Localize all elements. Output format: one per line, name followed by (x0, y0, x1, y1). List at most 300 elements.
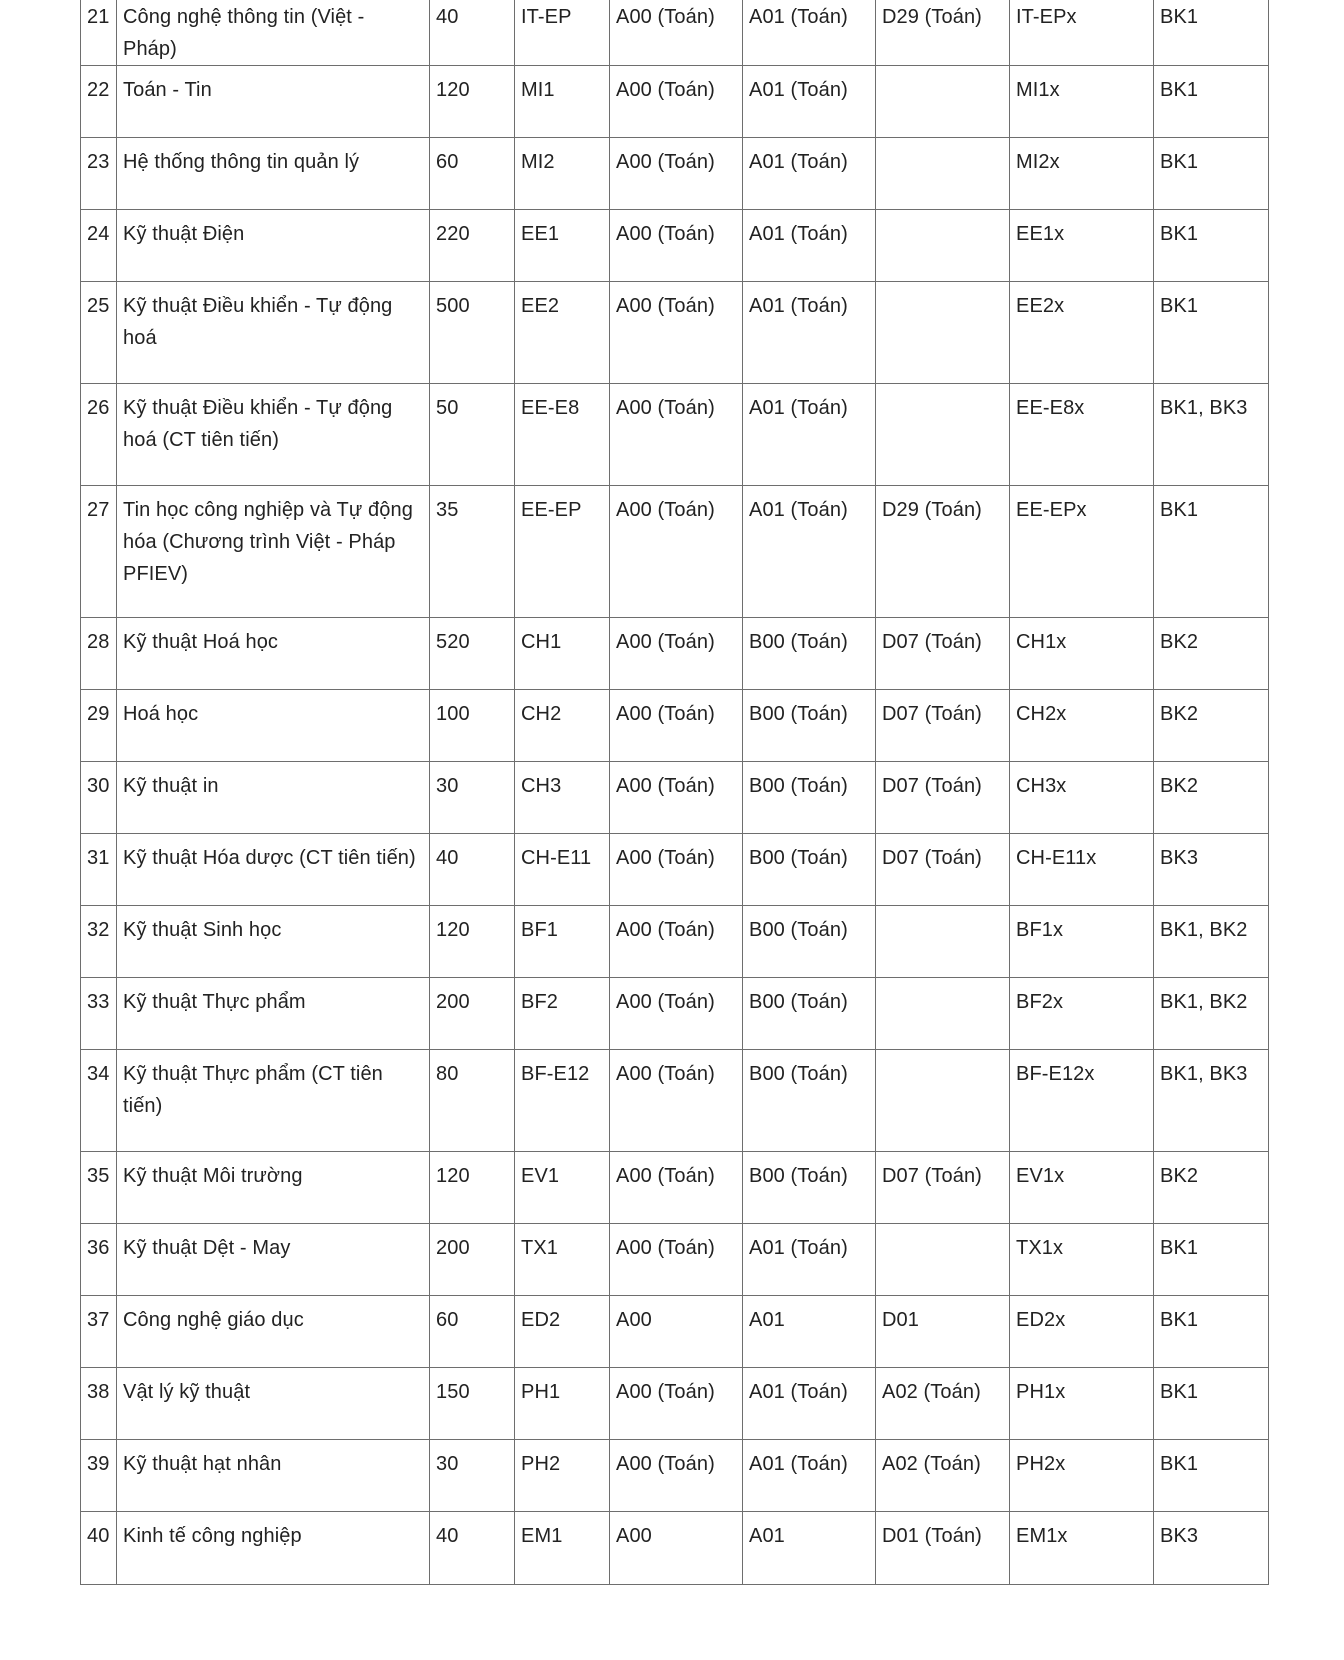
subject-combo-3-cell (876, 1296, 1010, 1368)
subject-combo-1: A00 (Toán) (616, 631, 715, 653)
table-row (81, 1050, 1269, 1152)
major-name: Toán - Tin (123, 79, 212, 101)
subject-combo-2-cell (743, 1152, 876, 1224)
subject-combo-3-cell (876, 282, 1010, 384)
subject-combo-2-cell (743, 1368, 876, 1440)
table-row (81, 690, 1269, 762)
row-number: 22 (87, 79, 110, 101)
quota-cell (430, 1296, 515, 1368)
major-code: IT-EP (521, 6, 572, 28)
major-name: Kỹ thuật Điện (123, 223, 245, 245)
major-name: Công nghệ giáo dục (123, 1309, 304, 1331)
subject-combo-2: A01 (Toán) (749, 79, 848, 101)
quota: 50 (436, 397, 459, 419)
subject-combo-2: A01 (Toán) (749, 151, 848, 173)
row-number: 32 (87, 919, 110, 941)
exam-group: BK3 (1160, 1525, 1199, 1547)
major-code-cell (515, 690, 610, 762)
subject-combo-3: D07 (Toán) (882, 631, 982, 653)
subject-combo-3-cell (876, 834, 1010, 906)
quota-cell (430, 384, 515, 486)
major-name-cell (117, 978, 430, 1050)
alt-code-cell (1010, 906, 1154, 978)
row-number: 31 (87, 847, 110, 869)
subject-combo-1: A00 (Toán) (616, 919, 715, 941)
major-code: BF1 (521, 919, 558, 941)
subject-combo-2: B00 (Toán) (749, 919, 848, 941)
row-number-cell (81, 486, 117, 618)
alt-code-cell (1010, 1050, 1154, 1152)
major-name-cell (117, 762, 430, 834)
row-number-cell (81, 690, 117, 762)
subject-combo-1-cell (610, 138, 743, 210)
subject-combo-2: B00 (Toán) (749, 703, 848, 725)
exam-group-cell (1154, 384, 1269, 486)
subject-combo-2: A01 (Toán) (749, 6, 848, 28)
major-code-cell (515, 978, 610, 1050)
quota: 150 (436, 1381, 470, 1403)
quota-cell (430, 138, 515, 210)
major-code: PH1 (521, 1381, 561, 1403)
major-name-cell (117, 690, 430, 762)
major-name-cell (117, 906, 430, 978)
quota: 520 (436, 631, 470, 653)
alt-code: EE2x (1016, 295, 1065, 317)
subject-combo-2: A01 (Toán) (749, 1381, 848, 1403)
subject-combo-1-cell (610, 210, 743, 282)
major-code-cell (515, 762, 610, 834)
alt-code: CH2x (1016, 703, 1067, 725)
major-name: Kỹ thuật Điều khiển - Tự động hoá (CT tiên tiến) (123, 397, 393, 451)
table-row (81, 834, 1269, 906)
quota-cell (430, 1050, 515, 1152)
major-code: EV1 (521, 1165, 560, 1187)
major-name-cell (117, 1512, 430, 1585)
row-number: 24 (87, 223, 110, 245)
subject-combo-1: A00 (Toán) (616, 703, 715, 725)
major-name: Kỹ thuật hạt nhân (123, 1453, 282, 1475)
subject-combo-1-cell (610, 1512, 743, 1585)
quota: 500 (436, 295, 470, 317)
row-number: 39 (87, 1453, 110, 1475)
major-code-cell (515, 618, 610, 690)
alt-code: TX1x (1016, 1237, 1064, 1259)
subject-combo-1-cell (610, 1440, 743, 1512)
subject-combo-2-cell (743, 1296, 876, 1368)
subject-combo-1-cell (610, 834, 743, 906)
major-name-cell (117, 66, 430, 138)
alt-code: MI1x (1016, 79, 1060, 101)
subject-combo-2-cell (743, 138, 876, 210)
alt-code-cell (1010, 210, 1154, 282)
major-code: CH2 (521, 703, 562, 725)
major-code-cell (515, 906, 610, 978)
row-number-cell (81, 618, 117, 690)
major-name-cell (117, 384, 430, 486)
exam-group: BK1 (1160, 1381, 1199, 1403)
major-code-cell (515, 1440, 610, 1512)
quota: 30 (436, 775, 459, 797)
subject-combo-1: A00 (Toán) (616, 1237, 715, 1259)
subject-combo-1-cell (610, 1224, 743, 1296)
major-name: Vật lý kỹ thuật (123, 1381, 251, 1403)
subject-combo-1-cell (610, 0, 743, 66)
table-row (81, 0, 1269, 66)
subject-combo-1: A00 (616, 1525, 652, 1547)
major-name-cell (117, 1368, 430, 1440)
subject-combo-3: D01 (Toán) (882, 1525, 982, 1547)
subject-combo-1-cell (610, 978, 743, 1050)
subject-combo-2-cell (743, 0, 876, 66)
row-number-cell (81, 1512, 117, 1585)
table-row (81, 1512, 1269, 1585)
row-number: 25 (87, 295, 110, 317)
subject-combo-3-cell (876, 1224, 1010, 1296)
major-name: Kỹ thuật Dệt - May (123, 1237, 291, 1259)
subject-combo-2-cell (743, 282, 876, 384)
subject-combo-2: A01 (749, 1309, 785, 1331)
quota: 40 (436, 6, 459, 28)
alt-code-cell (1010, 66, 1154, 138)
subject-combo-1: A00 (616, 1309, 652, 1331)
subject-combo-2-cell (743, 66, 876, 138)
alt-code: MI2x (1016, 151, 1060, 173)
row-number: 26 (87, 397, 110, 419)
subject-combo-1: A00 (Toán) (616, 1381, 715, 1403)
subject-combo-3-cell (876, 978, 1010, 1050)
subject-combo-1: A00 (Toán) (616, 151, 715, 173)
quota-cell (430, 1224, 515, 1296)
table-row (81, 66, 1269, 138)
table-row (81, 1296, 1269, 1368)
row-number: 40 (87, 1525, 110, 1547)
row-number-cell (81, 906, 117, 978)
major-code: CH3 (521, 775, 562, 797)
alt-code-cell (1010, 282, 1154, 384)
table-row (81, 1152, 1269, 1224)
subject-combo-1-cell (610, 282, 743, 384)
alt-code-cell (1010, 1152, 1154, 1224)
major-code-cell (515, 1512, 610, 1585)
exam-group: BK1, BK2 (1160, 919, 1248, 941)
subject-combo-3-cell (876, 210, 1010, 282)
major-code-cell (515, 834, 610, 906)
subject-combo-2-cell (743, 210, 876, 282)
alt-code: CH1x (1016, 631, 1067, 653)
major-code: MI1 (521, 79, 555, 101)
major-code: CH-E11 (521, 847, 592, 869)
major-code: ED2 (521, 1309, 561, 1331)
row-number: 23 (87, 151, 110, 173)
table-row (81, 1224, 1269, 1296)
subject-combo-2: B00 (Toán) (749, 1063, 848, 1085)
major-name-cell (117, 1152, 430, 1224)
major-name: Hệ thống thông tin quản lý (123, 151, 360, 173)
row-number: 30 (87, 775, 110, 797)
subject-combo-1-cell (610, 690, 743, 762)
exam-group-cell (1154, 1224, 1269, 1296)
exam-group-cell (1154, 978, 1269, 1050)
major-code-cell (515, 282, 610, 384)
alt-code-cell (1010, 978, 1154, 1050)
table-row (81, 762, 1269, 834)
subject-combo-3-cell (876, 690, 1010, 762)
subject-combo-3-cell (876, 1152, 1010, 1224)
quota-cell (430, 906, 515, 978)
major-name: Kỹ thuật Hóa dược (CT tiên tiến) (123, 847, 416, 869)
subject-combo-2: B00 (Toán) (749, 1165, 848, 1187)
major-code-cell (515, 486, 610, 618)
exam-group: BK2 (1160, 631, 1199, 653)
alt-code-cell (1010, 384, 1154, 486)
quota-cell (430, 210, 515, 282)
row-number: 27 (87, 499, 110, 521)
subject-combo-3-cell (876, 618, 1010, 690)
table-row (81, 282, 1269, 384)
exam-group: BK1 (1160, 1309, 1199, 1331)
row-number-cell (81, 834, 117, 906)
alt-code: EV1x (1016, 1165, 1065, 1187)
quota: 200 (436, 991, 470, 1013)
subject-combo-3: D29 (Toán) (882, 6, 982, 28)
major-code-cell (515, 66, 610, 138)
quota: 220 (436, 223, 470, 245)
subject-combo-2-cell (743, 1224, 876, 1296)
subject-combo-3-cell (876, 1368, 1010, 1440)
major-code: MI2 (521, 151, 555, 173)
exam-group: BK1 (1160, 223, 1199, 245)
alt-code-cell (1010, 762, 1154, 834)
major-name: Kỹ thuật Hoá học (123, 631, 279, 653)
subject-combo-3: A02 (Toán) (882, 1381, 981, 1403)
major-name: Hoá học (123, 703, 199, 725)
major-code: TX1 (521, 1237, 558, 1259)
subject-combo-3-cell (876, 138, 1010, 210)
subject-combo-2-cell (743, 834, 876, 906)
major-name: Công nghệ thông tin (Việt - Pháp) (123, 6, 365, 60)
exam-group-cell (1154, 282, 1269, 384)
major-name: Kỹ thuật Môi trường (123, 1165, 303, 1187)
exam-group: BK1 (1160, 1237, 1199, 1259)
quota: 120 (436, 919, 470, 941)
exam-group-cell (1154, 138, 1269, 210)
subject-combo-2: B00 (Toán) (749, 631, 848, 653)
subject-combo-1: A00 (Toán) (616, 397, 715, 419)
major-name-cell (117, 1224, 430, 1296)
quota-cell (430, 834, 515, 906)
quota: 35 (436, 499, 459, 521)
subject-combo-2: A01 (Toán) (749, 499, 848, 521)
subject-combo-3-cell (876, 66, 1010, 138)
quota-cell (430, 1152, 515, 1224)
major-name: Kỹ thuật Sinh học (123, 919, 282, 941)
exam-group: BK1, BK2 (1160, 991, 1248, 1013)
subject-combo-2: B00 (Toán) (749, 775, 848, 797)
row-number: 37 (87, 1309, 110, 1331)
alt-code: CH-E11x (1016, 847, 1097, 869)
subject-combo-3: D07 (Toán) (882, 1165, 982, 1187)
subject-combo-2: A01 (Toán) (749, 223, 848, 245)
subject-combo-1-cell (610, 66, 743, 138)
subject-combo-1: A00 (Toán) (616, 1063, 715, 1085)
major-code: EE-EP (521, 499, 582, 521)
subject-combo-1: A00 (Toán) (616, 991, 715, 1013)
subject-combo-3: D29 (Toán) (882, 499, 982, 521)
table-row (81, 618, 1269, 690)
subject-combo-2: A01 (Toán) (749, 295, 848, 317)
subject-combo-2: B00 (Toán) (749, 991, 848, 1013)
quota-cell (430, 762, 515, 834)
subject-combo-2: A01 (Toán) (749, 1237, 848, 1259)
subject-combo-2-cell (743, 906, 876, 978)
subject-combo-1: A00 (Toán) (616, 79, 715, 101)
major-name-cell (117, 1050, 430, 1152)
major-code-cell (515, 210, 610, 282)
major-code-cell (515, 138, 610, 210)
major-code-cell (515, 1152, 610, 1224)
exam-group-cell (1154, 0, 1269, 66)
admissions-table-container (80, 0, 1269, 1585)
major-code-cell (515, 1224, 610, 1296)
major-code: CH1 (521, 631, 562, 653)
exam-group-cell (1154, 1296, 1269, 1368)
alt-code-cell (1010, 0, 1154, 66)
quota: 40 (436, 1525, 459, 1547)
row-number-cell (81, 762, 117, 834)
alt-code: BF2x (1016, 991, 1064, 1013)
major-name: Kinh tế công nghiệp (123, 1525, 302, 1547)
alt-code: EE-E8x (1016, 397, 1085, 419)
quota-cell (430, 486, 515, 618)
exam-group-cell (1154, 1368, 1269, 1440)
alt-code-cell (1010, 1512, 1154, 1585)
subject-combo-3-cell (876, 1440, 1010, 1512)
alt-code: EM1x (1016, 1525, 1068, 1547)
exam-group-cell (1154, 906, 1269, 978)
alt-code-cell (1010, 834, 1154, 906)
subject-combo-1-cell (610, 1296, 743, 1368)
subject-combo-1: A00 (Toán) (616, 847, 715, 869)
exam-group: BK2 (1160, 775, 1199, 797)
exam-group-cell (1154, 834, 1269, 906)
exam-group: BK1, BK3 (1160, 1063, 1248, 1085)
exam-group: BK3 (1160, 847, 1199, 869)
row-number: 33 (87, 991, 110, 1013)
row-number-cell (81, 1296, 117, 1368)
subject-combo-1-cell (610, 906, 743, 978)
quota: 60 (436, 1309, 459, 1331)
exam-group-cell (1154, 66, 1269, 138)
subject-combo-2-cell (743, 762, 876, 834)
row-number: 21 (87, 6, 110, 28)
subject-combo-2-cell (743, 690, 876, 762)
alt-code-cell (1010, 1224, 1154, 1296)
major-name: Kỹ thuật Điều khiển - Tự động hoá (123, 295, 393, 349)
subject-combo-1: A00 (Toán) (616, 499, 715, 521)
row-number-cell (81, 1152, 117, 1224)
exam-group-cell (1154, 1152, 1269, 1224)
subject-combo-1: A00 (Toán) (616, 223, 715, 245)
subject-combo-1-cell (610, 618, 743, 690)
table-row (81, 210, 1269, 282)
major-code: EE1 (521, 223, 560, 245)
row-number-cell (81, 66, 117, 138)
major-code: BF-E12 (521, 1063, 590, 1085)
major-name-cell (117, 834, 430, 906)
quota: 30 (436, 1453, 459, 1475)
subject-combo-1-cell (610, 1368, 743, 1440)
major-name: Tin học công nghiệp và Tự động hóa (Chương trình Việt - Pháp PFIEV) (123, 499, 413, 585)
quota-cell (430, 1440, 515, 1512)
alt-code-cell (1010, 1368, 1154, 1440)
subject-combo-1: A00 (Toán) (616, 295, 715, 317)
subject-combo-3-cell (876, 762, 1010, 834)
subject-combo-3-cell (876, 906, 1010, 978)
subject-combo-3-cell (876, 1050, 1010, 1152)
major-name-cell (117, 486, 430, 618)
exam-group-cell (1154, 210, 1269, 282)
major-name: Kỹ thuật Thực phẩm (123, 991, 306, 1013)
subject-combo-2-cell (743, 384, 876, 486)
quota: 120 (436, 1165, 470, 1187)
quota-cell (430, 1368, 515, 1440)
subject-combo-2: A01 (Toán) (749, 1453, 848, 1475)
quota: 200 (436, 1237, 470, 1259)
major-code: PH2 (521, 1453, 561, 1475)
subject-combo-1-cell (610, 1152, 743, 1224)
alt-code: BF-E12x (1016, 1063, 1095, 1085)
alt-code-cell (1010, 486, 1154, 618)
row-number: 29 (87, 703, 110, 725)
exam-group-cell (1154, 486, 1269, 618)
alt-code-cell (1010, 138, 1154, 210)
major-name-cell (117, 618, 430, 690)
quota-cell (430, 0, 515, 66)
row-number: 36 (87, 1237, 110, 1259)
alt-code: PH1x (1016, 1381, 1066, 1403)
alt-code: PH2x (1016, 1453, 1066, 1475)
row-number-cell (81, 282, 117, 384)
exam-group: BK1, BK3 (1160, 397, 1248, 419)
row-number: 28 (87, 631, 110, 653)
subject-combo-2-cell (743, 486, 876, 618)
major-name: Kỹ thuật in (123, 775, 219, 797)
quota-cell (430, 66, 515, 138)
quota: 120 (436, 79, 470, 101)
subject-combo-1: A00 (Toán) (616, 1453, 715, 1475)
row-number-cell (81, 1368, 117, 1440)
table-row (81, 1440, 1269, 1512)
major-code-cell (515, 1368, 610, 1440)
exam-group-cell (1154, 1440, 1269, 1512)
table-row (81, 1368, 1269, 1440)
exam-group: BK2 (1160, 703, 1199, 725)
exam-group-cell (1154, 762, 1269, 834)
table-row (81, 138, 1269, 210)
alt-code-cell (1010, 618, 1154, 690)
major-code: BF2 (521, 991, 558, 1013)
subject-combo-3-cell (876, 0, 1010, 66)
table-row (81, 384, 1269, 486)
subject-combo-1-cell (610, 762, 743, 834)
exam-group: BK1 (1160, 499, 1199, 521)
major-code-cell (515, 1050, 610, 1152)
exam-group: BK1 (1160, 79, 1199, 101)
exam-group: BK1 (1160, 6, 1199, 28)
row-number-cell (81, 384, 117, 486)
subject-combo-1-cell (610, 486, 743, 618)
subject-combo-1: A00 (Toán) (616, 1165, 715, 1187)
